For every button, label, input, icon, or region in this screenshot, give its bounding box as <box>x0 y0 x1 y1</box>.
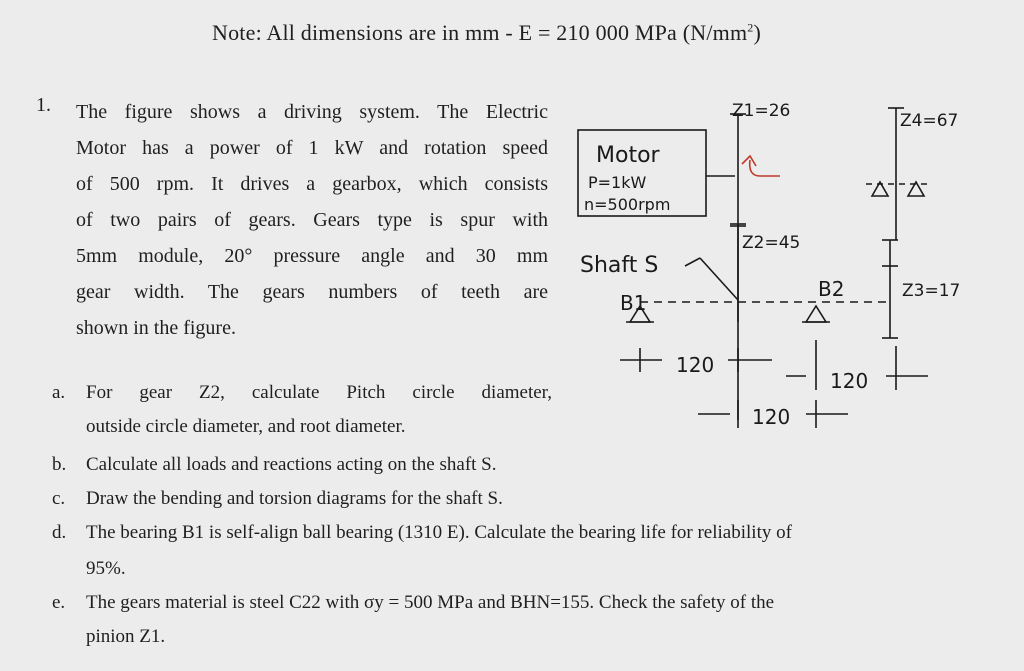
problem-line: shown in the figure. <box>76 317 236 339</box>
problem-statement <box>76 94 548 346</box>
bearing-b2-icon <box>806 306 826 322</box>
gear-z1-label: Z1=26 <box>732 101 791 121</box>
part-text: The gears material is steel C22 with σy = 500 MPa and BHN=155. Check the safety of the <box>86 592 775 613</box>
problem-line: Motor has a power of 1 kW and rotation speed <box>76 137 548 159</box>
part-letter: c. <box>52 488 66 509</box>
driving-system-diagram <box>560 90 990 440</box>
bearing-b2-label: B2 <box>818 277 845 301</box>
dimension-3-label: 120 <box>752 405 791 429</box>
gear-z4-label: Z4=67 <box>900 111 959 131</box>
dimension-2-label: 120 <box>830 369 869 393</box>
gear-z2-label: Z2=45 <box>742 233 801 253</box>
part-text: For gear Z2, calculate Pitch circle diameter, <box>86 382 552 403</box>
note-superscript: 2 <box>747 20 754 35</box>
part-letter: a. <box>52 382 66 403</box>
problem-line: of two pairs of gears. Gears type is spur with <box>76 209 548 231</box>
motor-speed: n=500rpm <box>584 195 671 214</box>
problem-line: of 500 rpm. It drives a gearbox, which consists <box>76 173 548 195</box>
dimension-1-label: 120 <box>676 353 715 377</box>
part-text: Calculate all loads and reactions acting on the shaft S. <box>86 454 497 475</box>
part-letter: e. <box>52 592 66 613</box>
part-letter: d. <box>52 522 67 543</box>
problem-line: 5mm module, 20° pressure angle and 30 mm <box>76 245 548 267</box>
note-text: Note: All dimensions are in mm - E = 210 000 MPa (N/mm <box>212 20 748 45</box>
part-text: Draw the bending and torsion diagrams for the shaft S. <box>86 488 503 509</box>
shaft-label-leader <box>685 258 700 266</box>
note-line <box>212 20 761 46</box>
gear-z3-label: Z3=17 <box>902 281 961 301</box>
bearing-b1-label: B1 <box>620 291 647 315</box>
note-end: ) <box>753 20 762 45</box>
part-text: The bearing B1 is self-align ball bearing (1310 E). Calculate the bearing life for reliability of <box>86 522 792 543</box>
part-text: pinion Z1. <box>86 626 166 647</box>
motor-title: Motor <box>596 143 660 168</box>
question-number: 1. <box>36 94 51 116</box>
problem-line: The figure shows a driving system. The Electric <box>76 101 548 123</box>
problem-line: gear width. The gears numbers of teeth are <box>76 281 548 303</box>
part-letter: b. <box>52 454 67 475</box>
shaft-label: Shaft S <box>580 253 659 278</box>
motor-power: P=1kW <box>588 173 647 192</box>
part-text: outside circle diameter, and root diameter. <box>86 416 406 437</box>
part-text: 95%. <box>86 558 126 579</box>
